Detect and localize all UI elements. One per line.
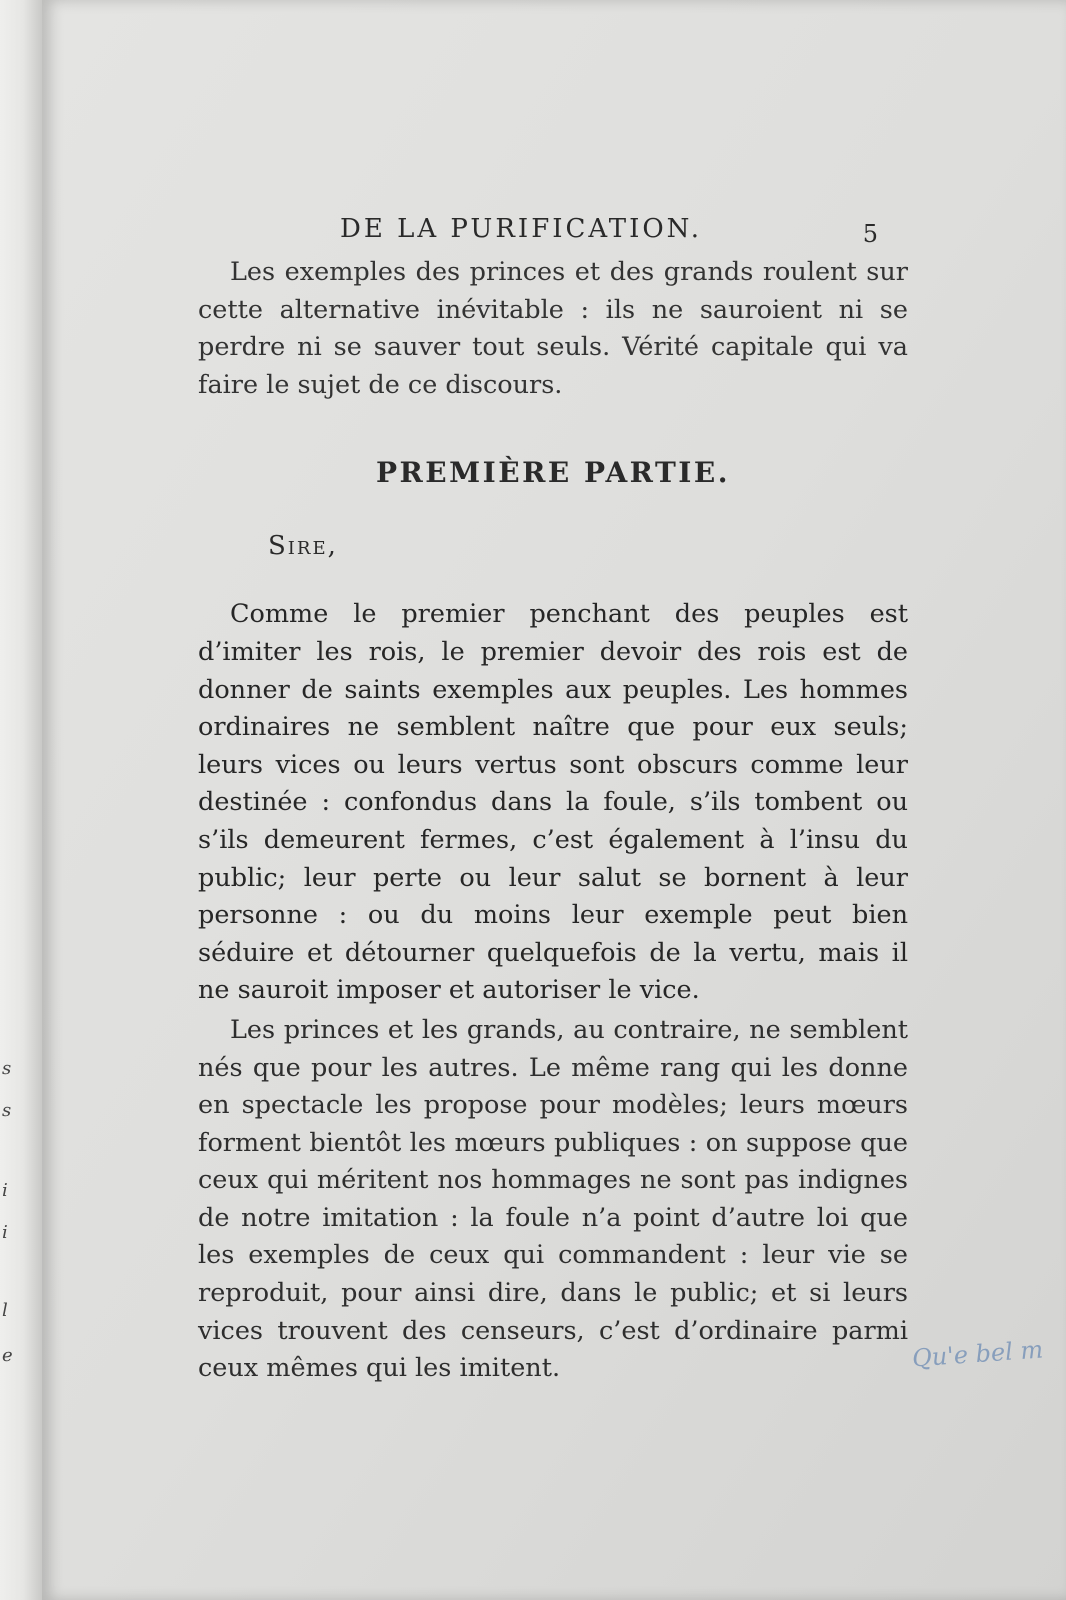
page-number: 5 xyxy=(862,220,878,248)
intro-paragraph: Les exemples des princes et des grands roulent sur cette alternative inévitable : ils ne sauroient ni se perdre ni se sauver tout seuls. Vérité capitale qui va faire le sujet de ce discours. xyxy=(198,257,908,400)
facing-page-fragment: s xyxy=(2,1100,12,1121)
facing-page-edge xyxy=(0,0,42,1600)
book-page xyxy=(42,0,1066,1600)
section-heading: PREMIÈRE PARTIE. xyxy=(375,456,730,490)
facing-page-fragment: s xyxy=(2,1058,12,1079)
running-title: DE LA PURIFICATION. xyxy=(340,214,703,244)
facing-page-fragment: e xyxy=(2,1345,13,1366)
handwritten-margin-note: Qu'e bel m xyxy=(911,1335,1045,1373)
body-paragraph-1: Comme le premier penchant des peuples est d’imiter les rois, le premier devoir des rois est de donner de saints exemples aux peuples. Les hommes ordinaires ne semblent naître que pour eux seuls; leurs vices ou leurs vertus sont obscurs comme leur destinée : confondus dans la foule, s’ils tombent ou s’ils demeurent fermes, c’est également à l’insu du public; leur perte ou leur salut se bornent à leur personne : ou du moins leur exemple peut bien séduire et détourner quelquefois de la vertu, mais il ne sauroit imposer et autoriser le vice. xyxy=(198,599,908,1006)
facing-page-fragment: i xyxy=(2,1222,8,1243)
body-paragraph-2: Les princes et les grands, au contraire, ne semblent nés que pour les autres. Le même rang qui les donne en spectacle les propose pour modèles; leurs mœurs forment bientôt les mœurs publiques : on suppose que ceux qui méritent nos hommages ne sont pas indignes de notre imitation : la foule n’a point d’autre loi que les exemples de ceux qui commandent : leur vie se reproduit, pour ainsi dire, dans le public; et si leurs vices trouvent des censeurs, c’est d’ordinaire parmi ceux mêmes qui les imitent. xyxy=(198,1014,908,1384)
facing-page-fragment: l xyxy=(2,1300,8,1321)
text-block xyxy=(198,206,908,1388)
facing-page-fragment: i xyxy=(2,1180,8,1201)
running-head xyxy=(198,206,908,254)
salutation: Sire, xyxy=(268,531,338,562)
